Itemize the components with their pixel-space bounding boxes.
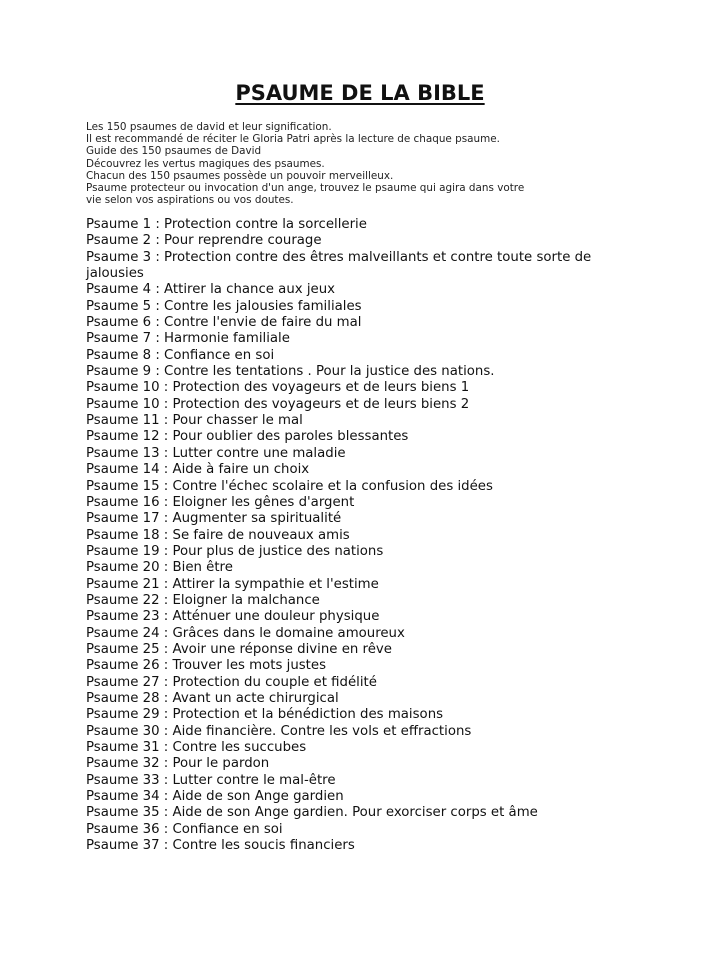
psalm-item: Psaume 30 : Aide financière. Contre les vols et effractions	[86, 723, 472, 739]
psalm-item: Psaume 33 : Lutter contre le mal-être	[86, 772, 336, 788]
psalm-item: Psaume 10 : Protection des voyageurs et de leurs biens 2	[86, 396, 470, 412]
intro-line: Découvrez les vertus magiques des psaumes.	[86, 157, 325, 170]
psalm-item: Psaume 4 : Attirer la chance aux jeux	[86, 282, 336, 298]
psalm-item: Psaume 37 : Contre les soucis financiers	[86, 838, 355, 854]
psalm-item: Psaume 6 : Contre l'envie de faire du mal	[86, 315, 362, 331]
intro-line: vie selon vos aspirations ou vos doutes.	[86, 194, 294, 207]
psalm-item: Psaume 24 : Grâces dans le domaine amoureux	[86, 625, 405, 641]
psalm-item: Psaume 1 : Protection contre la sorcellerie	[86, 217, 367, 232]
psalm-item: Psaume 7 : Harmonie familiale	[86, 331, 290, 347]
psalm-item: Psaume 32 : Pour le pardon	[86, 756, 270, 772]
page-title: PSAUME DE LA BIBLE	[235, 81, 485, 105]
psalm-item: Psaume 25 : Avoir une réponse divine en rêve	[86, 641, 392, 657]
psalm-item: Psaume 16 : Eloigner les gênes d'argent	[86, 494, 355, 510]
psalm-item: Psaume 26 : Trouver les mots justes	[86, 658, 327, 674]
psalm-item: Psaume 21 : Attirer la sympathie et l'estime	[86, 576, 379, 592]
intro-line: Il est recommandé de réciter le Gloria Patri après la lecture de chaque psaume.	[86, 133, 500, 146]
psalm-item: Psaume 31 : Contre les succubes	[86, 740, 307, 755]
psalm-item: Psaume 9 : Contre les tentations . Pour la justice des nations.	[86, 364, 495, 380]
psalm-item: Psaume 3 : Protection contre des êtres malveillants et contre toute sorte de jalousies	[86, 249, 592, 282]
psalm-item: Psaume 34 : Aide de son Ange gardien	[86, 789, 344, 805]
psalm-list	[86, 217, 666, 854]
psalm-item: Psaume 27 : Protection du couple et fidélité	[86, 674, 377, 690]
intro-line: Chacun des 150 psaumes possède un pouvoir merveilleux.	[86, 169, 394, 182]
psalm-item: Psaume 12 : Pour oublier des paroles blessantes	[86, 429, 409, 445]
psalm-item: Psaume 28 : Avant un acte chirurgical	[86, 690, 339, 706]
psalm-item: Psaume 35 : Aide de son Ange gardien. Pour exorciser corps et âme	[86, 805, 538, 821]
psalm-item: Psaume 2 : Pour reprendre courage	[86, 233, 322, 249]
psalm-item: Psaume 23 : Atténuer une douleur physique	[86, 609, 380, 625]
psalm-item: Psaume 19 : Pour plus de justice des nations	[86, 543, 384, 559]
psalm-item: Psaume 15 : Contre l'échec scolaire et la confusion des idées	[86, 478, 493, 494]
psalm-item: Psaume 18 : Se faire de nouveaux amis	[86, 527, 350, 543]
psalm-item: Psaume 20 : Bien être	[86, 560, 233, 576]
psalm-item: Psaume 14 : Aide à faire un choix	[86, 462, 310, 478]
psalm-item: Psaume 13 : Lutter contre une maladie	[86, 445, 346, 461]
psalm-item: Psaume 10 : Protection des voyageurs et de leurs biens 1	[86, 380, 470, 396]
intro-line: Les 150 psaumes de david et leur signification.	[86, 121, 332, 133]
psalm-item: Psaume 5 : Contre les jalousies familiales	[86, 298, 362, 314]
psalm-item: Psaume 11 : Pour chasser le mal	[86, 413, 303, 429]
psalm-item: Psaume 17 : Augmenter sa spiritualité	[86, 511, 342, 527]
intro-paragraph	[86, 121, 646, 206]
psalm-item: Psaume 8 : Confiance en soi	[86, 347, 275, 363]
psalm-item: Psaume 36 : Confiance en soi	[86, 821, 283, 837]
psalm-item: Psaume 29 : Protection et la bénédiction des maisons	[86, 707, 444, 723]
intro-line: Psaume protecteur ou invocation d'un ange, trouvez le psaume qui agira dans votre	[86, 182, 525, 195]
intro-line: Guide des 150 psaumes de David	[86, 145, 262, 158]
psalm-item: Psaume 22 : Eloigner la malchance	[86, 592, 320, 608]
